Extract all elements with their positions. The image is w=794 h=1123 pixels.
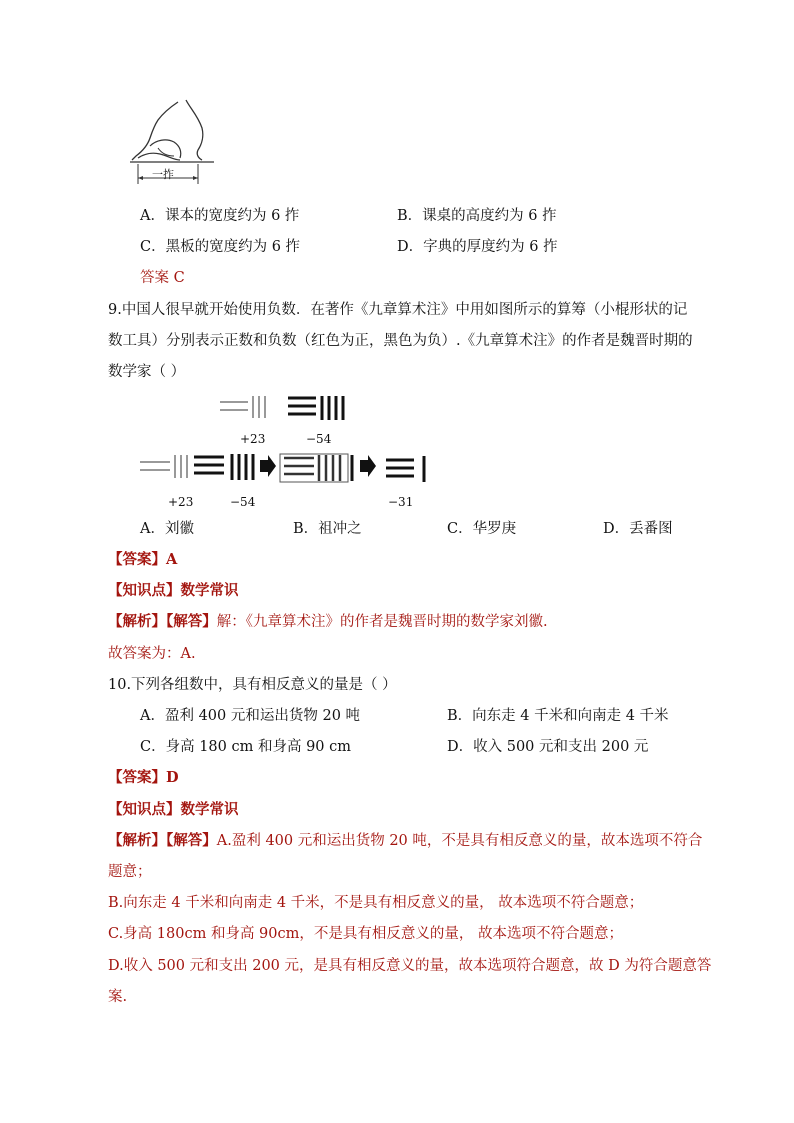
q10-analysis-c: C.身高 180cm 和身高 90cm，不是具有相反意义的量， 故本选项不符合题意； [108, 926, 623, 942]
q10-option-c: C．身高 180 cm 和身高 90 cm [140, 739, 352, 755]
rods-label-pos-bottom: +23 [168, 495, 194, 509]
q9-analysis-label: 【解析】【解答】 [108, 613, 217, 630]
q9-stem-line3: 数学家（ ） [108, 364, 186, 380]
rods-label-neg-bottom: −54 [230, 495, 256, 509]
rods-label-neg-top: −54 [306, 432, 332, 446]
q9-knowledge [108, 581, 239, 601]
q8-option-d: D．字典的厚度约为 6 拃 [397, 239, 558, 255]
q9-option-b: B．祖冲之 [293, 521, 362, 537]
counting-rods-figure [138, 392, 388, 512]
q10-analysis-b: B.向东走 4 千米和向南走 4 千米，不是具有相反意义的量， 故本选项不符合题意； [108, 895, 644, 911]
q9-option-a: A．刘徽 [140, 521, 194, 537]
q9-conclusion: 故答案为：A. [108, 646, 196, 662]
q9-analysis-text: 解：《九章算术注》的作者是魏晋时期的数学家刘徽. [216, 614, 548, 630]
q10-option-a: A．盈利 400 元和运出货物 20 吨 [140, 708, 361, 724]
q8-option-a: A．课本的宽度约为 6 拃 [140, 208, 300, 224]
q9-knowledge-text: 【知识点】数学常识 [108, 582, 239, 599]
q10-option-b: B．向东走 4 千米和向南走 4 千米 [447, 708, 669, 724]
q9-option-c: C．华罗庚 [447, 521, 517, 537]
q8-option-b: B．课桌的高度约为 6 拃 [397, 208, 557, 224]
rods-label-result: −31 [388, 495, 414, 509]
q9-analysis [108, 612, 548, 632]
q9-answer: 【答案】A [108, 551, 178, 568]
q10-knowledge: 【知识点】数学常识 [108, 801, 239, 818]
counting-rods-result [384, 454, 434, 484]
q9-stem-line2: 数工具）分别表示正数和负数（红色为正，黑色为负）.《九章算术注》的作者是魏晋时期的 [108, 333, 693, 349]
q8-option-c: C．黑板的宽度约为 6 拃 [140, 239, 301, 255]
hand-span-label: 一拃 [152, 168, 174, 181]
q10-option-d: D．收入 500 元和支出 200 元 [447, 739, 649, 755]
q10-stem: 10.下列各组数中，具有相反意义的量是（ ） [108, 677, 397, 693]
q10-analysis-d2: 案. [108, 989, 128, 1005]
q8-answer: 答案 C [140, 270, 185, 286]
rods-label-pos-top: +23 [240, 432, 266, 446]
q9-stem-line1: 9.中国人很早就开始使用负数．在著作《九章算术注》中用如图所示的算筹（小棍形状的记 [108, 302, 688, 318]
q9-option-d: D．丢番图 [603, 521, 673, 537]
q10-answer: 【答案】D [108, 769, 179, 786]
q10-analysis-label: 【解析】【解答】 [108, 832, 217, 849]
q10-analysis-a2: 题意； [108, 864, 152, 880]
q10-analysis-d1: D.收入 500 元和支出 200 元，是具有相反意义的量，故本选项符合题意，故 D 为符合题意答 [108, 958, 712, 974]
q10-analysis-a1 [108, 831, 702, 851]
q10-analysis-a1-text: A.盈利 400 元和运出货物 20 吨，不是具有相反意义的量，故本选项不符合 [216, 833, 703, 849]
